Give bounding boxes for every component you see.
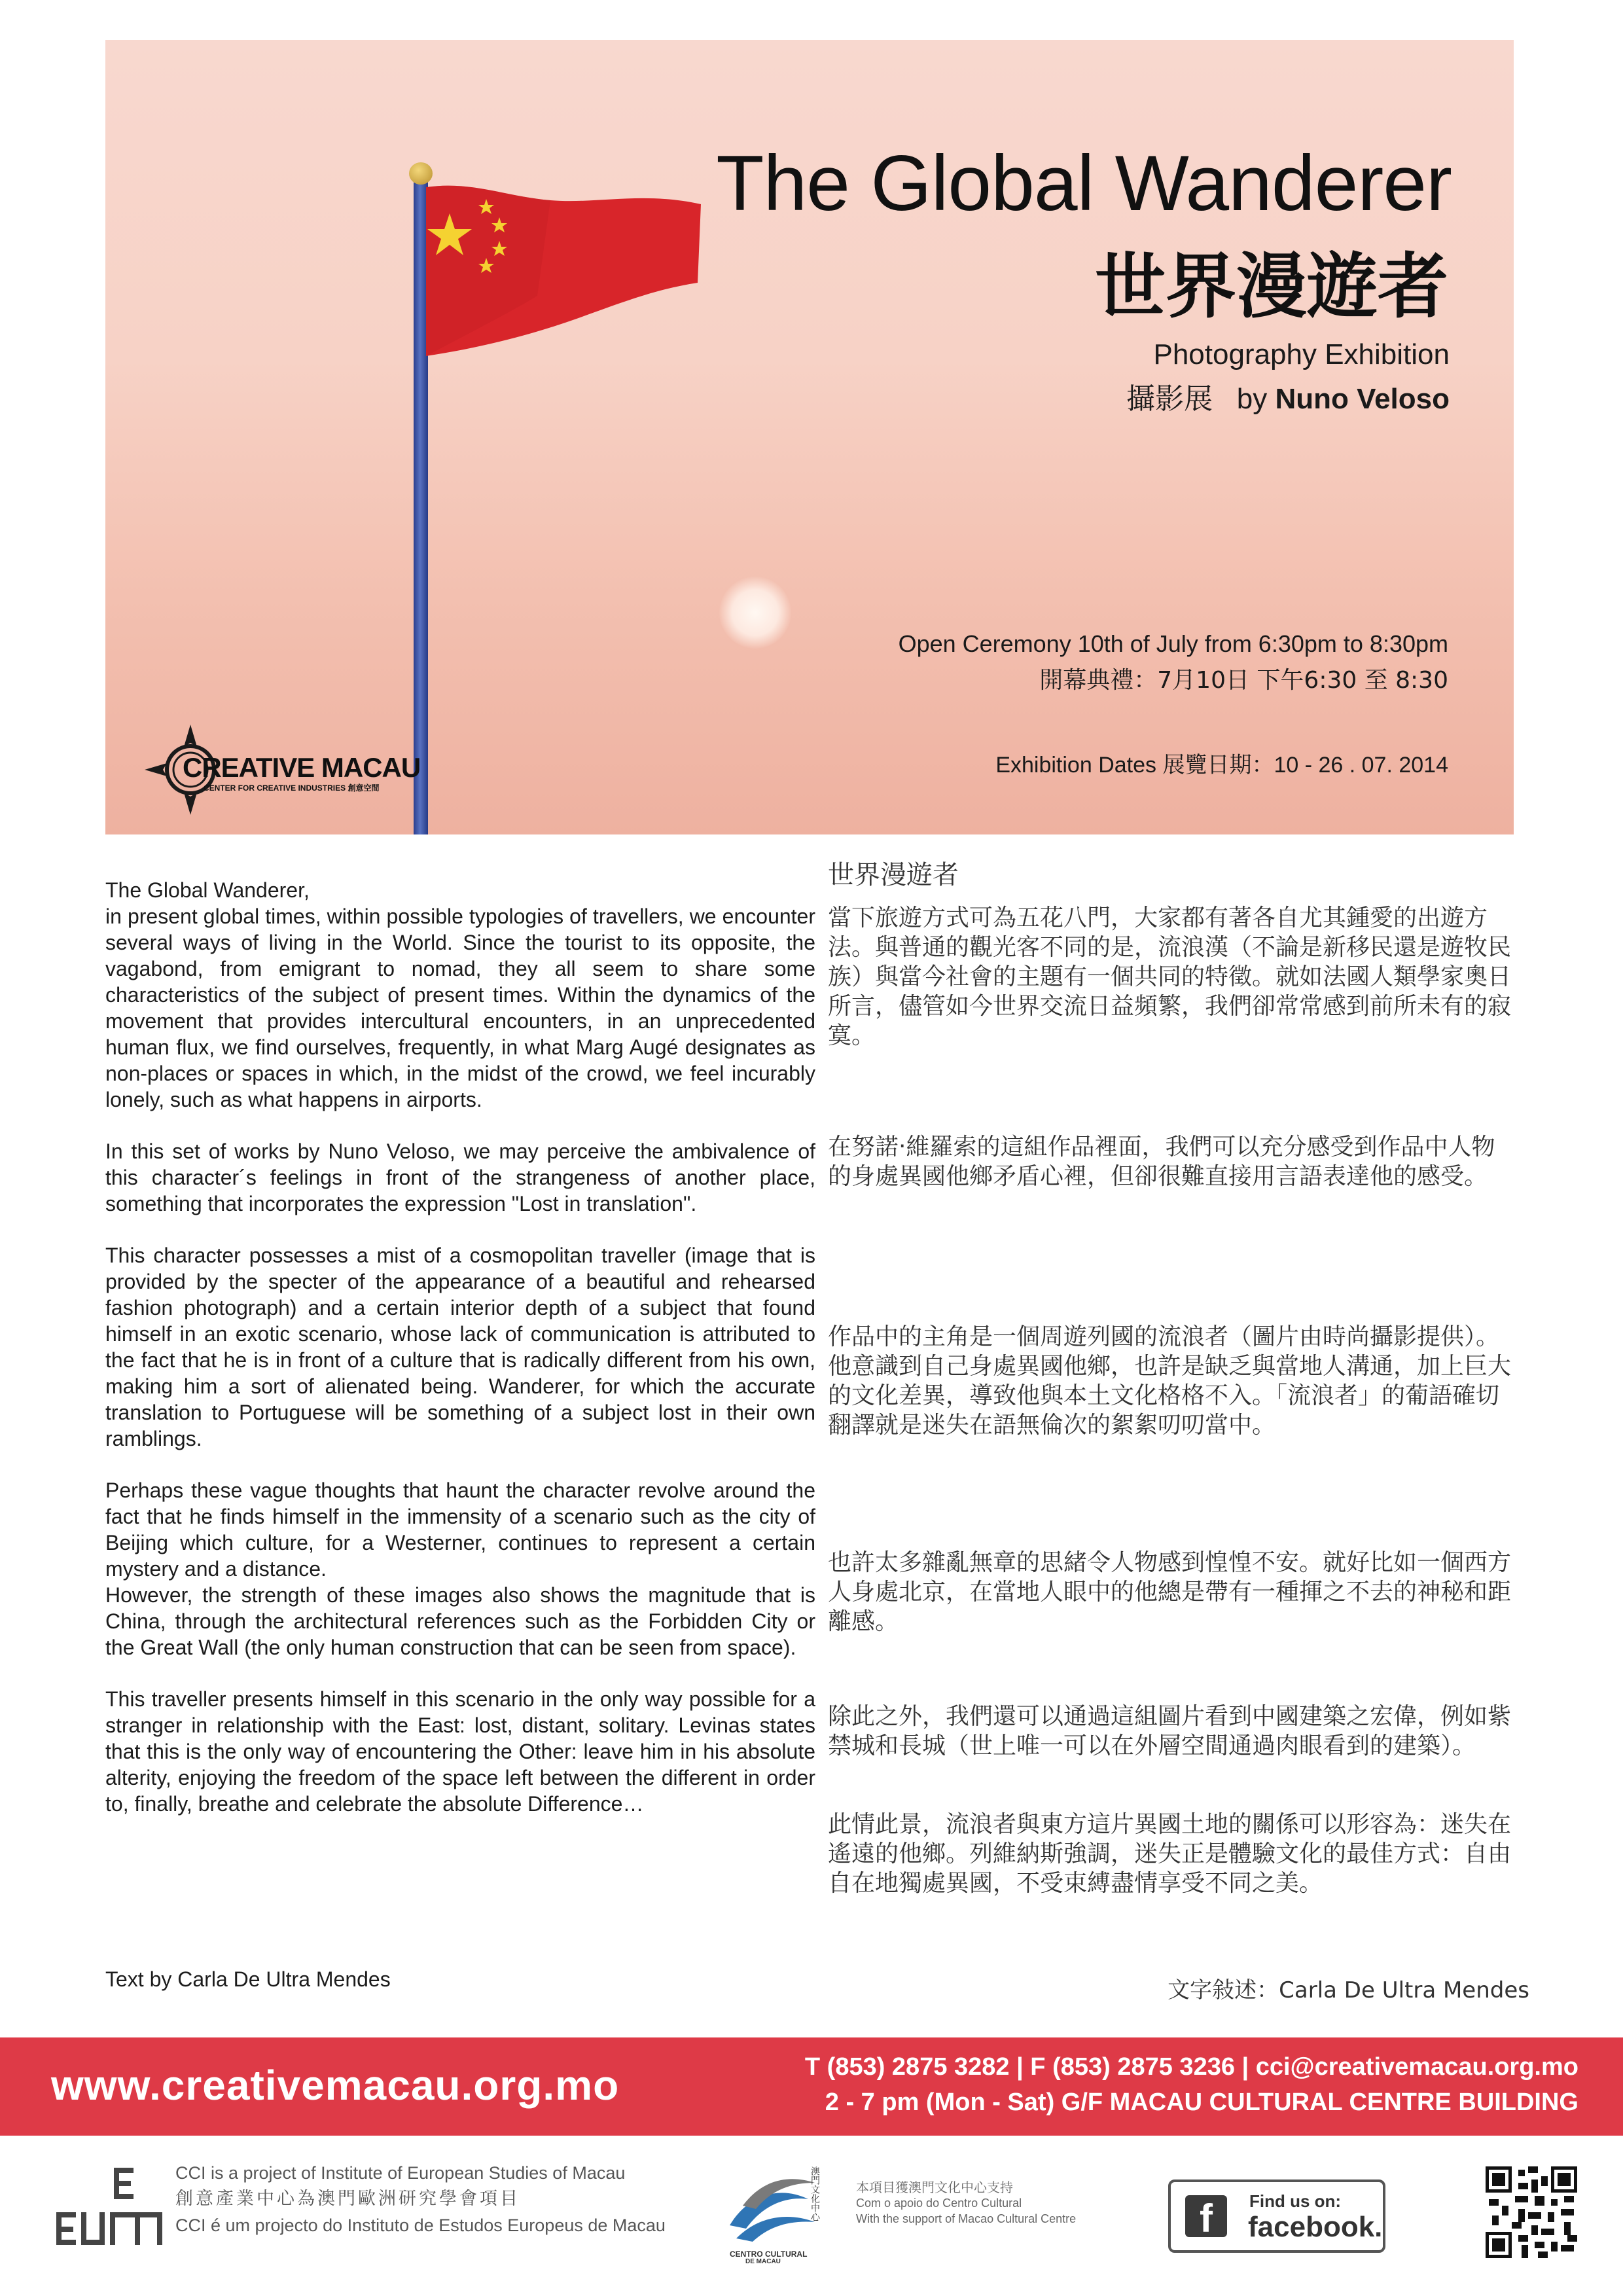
creative-macau-tagline: CENTER FOR CREATIVE INDUSTRIES 創意空間 [204,783,380,793]
exhibition-subtitle-en: Photography Exhibition [1153,338,1450,370]
ccm-note-pt: Com o apoio do Centro Cultural [856,2197,1022,2210]
cci-note-en: CCI is a project of Institute of European Studies of Macau [175,2163,626,2183]
chinese-paragraph: 除此之外，我們還可以通過這組圖片看到中國建築之宏偉，例如紫禁城和長城（世上唯一可以在外層空間通過肉眼看到的建築）。 [828,1703,1512,1759]
macau-cultural-centre-logo [723,2153,828,2265]
ceremony-en: Open Ceremony 10th of July from 6:30pm to 8:30pm [898,630,1448,657]
sun-glow [719,577,791,649]
svg-text:澳門文化中心: 澳門文化中心 [810,2166,820,2221]
cci-note-pt: CCI é um projecto do Instituto de Estudos Europeus de Macau [175,2215,666,2235]
english-heading: The Global Wanderer, [105,878,310,902]
artist-name: Nuno Veloso [1275,383,1450,415]
svg-text:CENTRO CULTURAL: CENTRO CULTURAL [730,2250,808,2259]
contact-phone-email: T (853) 2875 3282 | F (853) 2875 3236 | cci@creativemacau.org.mo [804,2053,1578,2081]
flag-pole-finial [409,162,433,185]
facebook-icon: f [1185,2195,1227,2237]
ceremony-zh: 開幕典禮：7月10日 下午6:30 至 8:30 [1039,667,1448,694]
contact-bar [0,2037,1623,2136]
creative-macau-logo: CREATIVE MACAU [183,752,421,783]
english-paragraph: In this set of works by Nuno Veloso, we may perceive the ambivalence of this character´s feelings in front of the strangeness of another place, something that incorporates the expression "Lost in translation". [105,1139,815,1215]
english-paragraph: This traveller presents himself in this scenario in the only way possible for a stranger in relationship with the East: lost, distant, solitary. Levinas states that this is the only way of encountering the Other: leave him in his absolute alterity, enjoying the freedom of the space left between the different in order to, finally, breathe and celebrate the absolute Difference… [105,1687,815,1816]
chinese-paragraph: 在努諾‧維羅索的這組作品裡面，我們可以充分感受到作品中人物的身處異國他鄉矛盾心裡，但卻很難直接用言語表達他的感受。 [828,1134,1495,1190]
china-flag-icon [426,185,701,361]
contact-hours-address: 2 - 7 pm (Mon - Sat) G/F MACAU CULTURAL CENTRE BUILDING [825,2089,1578,2116]
exhibition-title-zh: 世界漫遊者 [1094,246,1448,328]
qr-code-icon[interactable] [1486,2166,1577,2258]
english-paragraph: in present global times, within possible typologies of travellers, we encounter several ways of living in the World. Since the tourist to its opposite, the vagabond, from emigrant to nomad, they all seem to share some characteristics of the subject of present times. Within the dynamics of the movement that provides intercultural encounters, in an unprecedented human flux, we find ourselves, frequently, in what Marg Augé designates as non-places or spaces in which, in the midst of the crowd, we feel incurably lonely, such as what happens in airports. [105,905,815,1111]
exhibition-subtitle-zh: 攝影展 [1126,383,1213,415]
facebook-badge[interactable] [1168,2179,1385,2253]
english-credit: Text by Carla De Ultra Mendes [105,1967,391,1991]
chinese-paragraph: 也許太多雜亂無章的思緒令人物感到惶惶不安。就好比如一個西方人身處北京，在當地人眼中的他總是帶有一種揮之不去的神秘和距離感。 [828,1549,1512,1635]
byline-by: by [1236,383,1268,415]
chinese-paragraph: 此情此景，流浪者與東方這片異國土地的關係可以形容為：迷失在遙遠的他鄉。列維納斯強調，迷失正是體驗文化的最佳方式：自由自在地獨處異國，不受束縛盡情享受不同之美。 [828,1811,1512,1897]
chinese-paragraph: 當下旅遊方式可為五花八門，大家都有著各自尤其鍾愛的出遊方法。與普通的觀光客不同的是，流浪漢（不論是新移民還是遊牧民族）與當今社會的主題有一個共同的特徵。就如法國人類學家奧日所言，儘管如今世界交流日益頻繁，我們卻常常感到前所未有的寂寞。 [828,905,1512,1049]
exhibition-dates: Exhibition Dates 展覽日期：10 - 26 . 07. 2014 [995,753,1448,778]
website-link[interactable]: www.creativemacau.org.mo [51,2062,620,2109]
hero-banner [105,40,1514,834]
svg-text:DE MACAU: DE MACAU [745,2258,781,2265]
cci-project-note [175,2160,666,2238]
chinese-text-column [828,860,1515,1897]
facebook-wordmark: facebook. [1248,2211,1383,2243]
english-text-column [105,877,815,1842]
facebook-find-label: Find us on: [1249,2191,1342,2211]
exhibition-title-en: The Global Wanderer [716,139,1452,227]
ieem-logo [56,2166,168,2251]
chinese-paragraph: 作品中的主角是一個周遊列國的流浪者（圖片由時尚攝影提供）。他意識到自己身處異國他鄉，也許是缺乏與當地人溝通，加上巨大的文化差異，導致他與本土文化格格不入。「流浪者」的葡語確切翻譯就是迷失在語無倫次的絮絮叨叨當中。 [828,1323,1512,1439]
english-paragraph: However, the strength of these images also shows the magnitude that is China, through the architectural references such as the Forbidden City or the Great Wall (the only human construction that can be seen from space). [105,1583,815,1659]
ccm-note-zh: 本項目獲澳門文化中心支持 [856,2179,1013,2195]
chinese-credit: 文字敍述：Carla De Ultra Mendes [1168,1977,1529,2003]
exhibition-byline [1126,375,1450,417]
english-paragraph: Perhaps these vague thoughts that haunt the character revolve around the fact that he finds himself in the immensity of a scenario such as the city of Beijing which culture, for a Westerner, continues to represent a certain mystery and a distance. [105,1479,815,1581]
ccm-note-en: With the support of Macao Cultural Centre [856,2212,1077,2225]
cci-note-zh: 創意產業中心為澳門歐洲研究學會項目 [175,2189,520,2209]
ccm-support-note [856,2179,1076,2227]
chinese-heading: 世界漫遊者 [828,860,959,890]
english-paragraph: This character possesses a mist of a cosmopolitan traveller (image that is provided by the specter of the appearance of a beautiful and rehearsed fashion photograph) and a certain interior depth of a subject that found himself in an exotic scenario, whose lack of communication is attributed to the fact that he is in front of a culture that is radically different from his own, making him a sort of alienated being. Wanderer, for which the accurate translation to Portuguese will be something of a subject lost in their own ramblings. [105,1244,815,1450]
